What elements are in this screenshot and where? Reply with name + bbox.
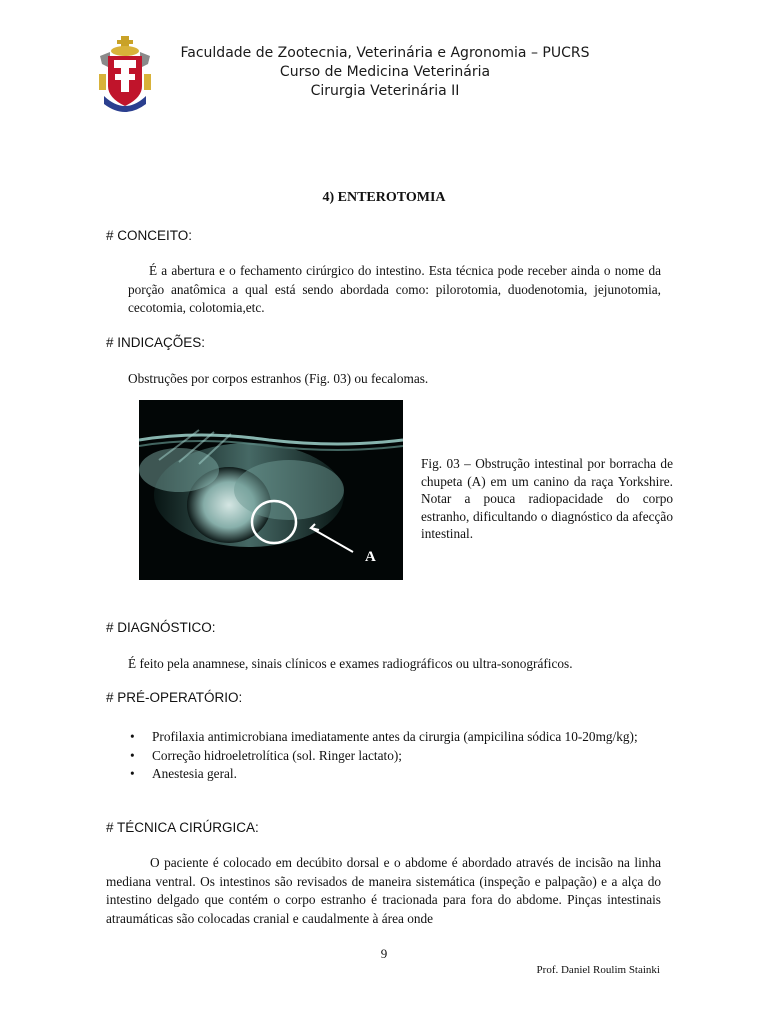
heading-indicacoes: # INDICAÇÕES:: [106, 335, 206, 350]
tecnica-text: O paciente é colocado em decúbito dorsal e o abdome é abordado através de incisão na linha mediana ventral. Os intestinos são revisados de maneira sistemática (inspeção e palpação) e a alça do intestino delgado que contém o corpo estranho é tracionada para fora do abdome. Pinças intestinais atraumáticas são colocadas cranial e caudalmente à área onde: [106, 855, 661, 926]
figure-caption: Fig. 03 – Obstrução intestinal por borracha de chupeta (A) em um canino da raça Yorkshire. Notar a pouca radiopacidade do corpo estranho, dificultando o diagnóstico da afecção intestinal.: [421, 456, 673, 541]
page-number: 9: [380, 946, 388, 961]
section-title: 4) ENTEROTOMIA: [322, 190, 446, 205]
bullet-icon: •: [130, 766, 135, 781]
figure-label-a: A: [365, 549, 376, 565]
heading-preoperatorio: # PRÉ-OPERATÓRIO:: [106, 690, 243, 705]
indicacoes-text: Obstruções por corpos estranhos (Fig. 03) ou fecalomas.: [128, 371, 429, 386]
conceito-text: É a abertura e o fechamento cirúrgico do intestino. Esta técnica pode receber ainda o nome da porção anatômica a qual está sendo abordada como: pilorotomia, duodenotomia, jejunotomia, cecotomia, colotomia,etc.: [128, 263, 661, 315]
heading-diagnostico: # DIAGNÓSTICO:: [106, 620, 216, 635]
institution-name: Faculdade de Zootecnia, Veterinária e Agronomia – PUCRS: [180, 45, 590, 61]
diagnostico-text: É feito pela anamnese, sinais clínicos e exames radiográficos ou ultra-sonográficos.: [128, 656, 573, 671]
list-item: • Anestesia geral.: [152, 765, 708, 784]
pucrs-crest-logo: [96, 34, 154, 114]
xray-image: [139, 400, 403, 580]
course-name: Curso de Medicina Veterinária: [279, 64, 491, 80]
bullet-icon: •: [130, 747, 135, 763]
author-credit: Prof. Daniel Roulim Stainki: [536, 964, 660, 976]
list-item: • Correção hidroeletrolítica (sol. Ringer lactato);: [152, 747, 708, 766]
subject-name: Cirurgia Veterinária II: [310, 83, 460, 99]
xray-figure: [139, 400, 403, 580]
bullet-icon: •: [130, 729, 135, 744]
page-header: [96, 34, 716, 118]
heading-conceito: # CONCEITO:: [106, 228, 193, 243]
preoperatorio-list: [106, 728, 708, 784]
heading-tecnica: # TÉCNICA CIRÚRGICA:: [106, 820, 259, 835]
list-item: • Profilaxia antimicrobiana imediatamente antes da cirurgia (ampicilina sódica 10-20mg/kg);: [152, 728, 708, 747]
